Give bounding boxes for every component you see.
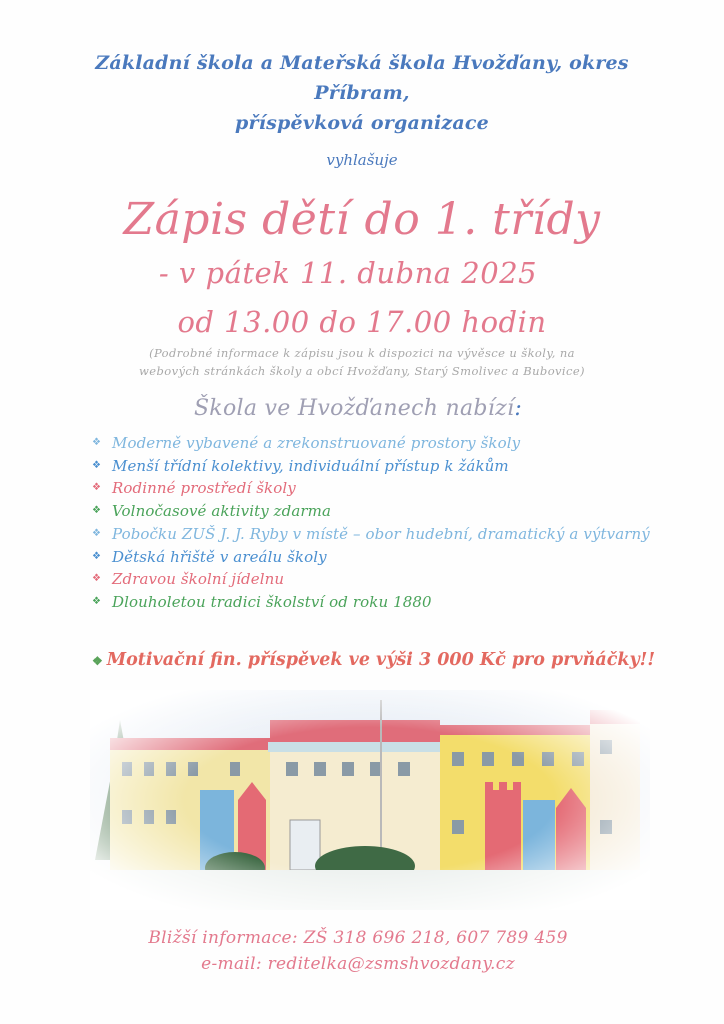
contact-email[interactable]: e-mail: reditelka@zsmshvozdany.cz	[201, 954, 515, 974]
bullet-icon: ❖	[92, 550, 102, 562]
offer-item	[92, 455, 667, 478]
offer-item	[92, 568, 667, 591]
offer-item-text: Zdravou školní jídelnu	[112, 570, 285, 589]
bullet-icon: ❖	[92, 505, 102, 517]
date-line: - v pátek 11. dubna 2025	[158, 256, 538, 290]
note-line2: webových stránkách školy a obcí Hvožďany, Starý Smolivec a Bubovice)	[139, 364, 585, 378]
bullet-icon: ❖	[92, 437, 102, 448]
offer-item-text: Rodinné prostředí školy	[112, 479, 296, 498]
offer-item	[92, 500, 667, 523]
motivation-bullet-icon: ❖	[92, 654, 103, 668]
school-name-line1: Základní škola a Mateřská škola Hvožďany, okres	[95, 52, 629, 74]
note-line1: (Podrobné informace k zápisu jsou k dispozici na vývěsce u školy, na	[149, 346, 575, 360]
offer-item	[92, 591, 667, 614]
school-building-photo	[90, 690, 650, 910]
bullet-icon: ❖	[92, 482, 102, 494]
time-line: od 13.00 do 17.00 hodin	[177, 305, 547, 339]
offer-item-text: Volnočasové aktivity zdarma	[112, 502, 332, 521]
motivation-line	[92, 650, 655, 670]
announces-text: vyhlašuje	[326, 151, 398, 169]
offer-item	[92, 546, 667, 569]
bullet-icon: ❖	[92, 459, 102, 471]
bullet-icon: ❖	[92, 527, 102, 539]
offer-item	[92, 432, 667, 455]
offer-item-text: Dětská hřiště v areálu školy	[112, 547, 327, 566]
offers-list	[92, 432, 667, 614]
offer-item-text: Menší třídní kolektivy, individuální přístup k žákům	[112, 456, 509, 475]
bullet-icon: ❖	[92, 595, 102, 607]
offers-title	[0, 396, 720, 421]
offer-item	[92, 523, 667, 546]
bullet-icon: ❖	[92, 573, 102, 585]
school-name-line2: Příbram,	[314, 82, 410, 104]
offers-title-text: Škola ve Hvožďanech nabízí	[193, 396, 515, 421]
headline: Zápis dětí do 1. třídy	[123, 194, 601, 245]
school-name-line3: příspěvková organizace	[235, 112, 489, 134]
offer-item	[92, 477, 667, 500]
offer-item-text: Pobočku ZUŠ J. J. Ryby v místě – obor hudební, dramatický a výtvarný	[112, 524, 650, 543]
offer-item-text: Dlouholetou tradici školství od roku 1880	[112, 592, 432, 611]
offers-title-colon: :	[514, 396, 523, 421]
contact-phone: Bližší informace: ZŠ 318 696 218, 607 789 459	[148, 928, 568, 948]
motivation-text: Motivační fin. příspěvek ve výši 3 000 Kč pro prvňáčky!!	[106, 650, 656, 670]
offer-item-text: Moderně vybavené a zrekonstruované prostory školy	[112, 434, 521, 452]
